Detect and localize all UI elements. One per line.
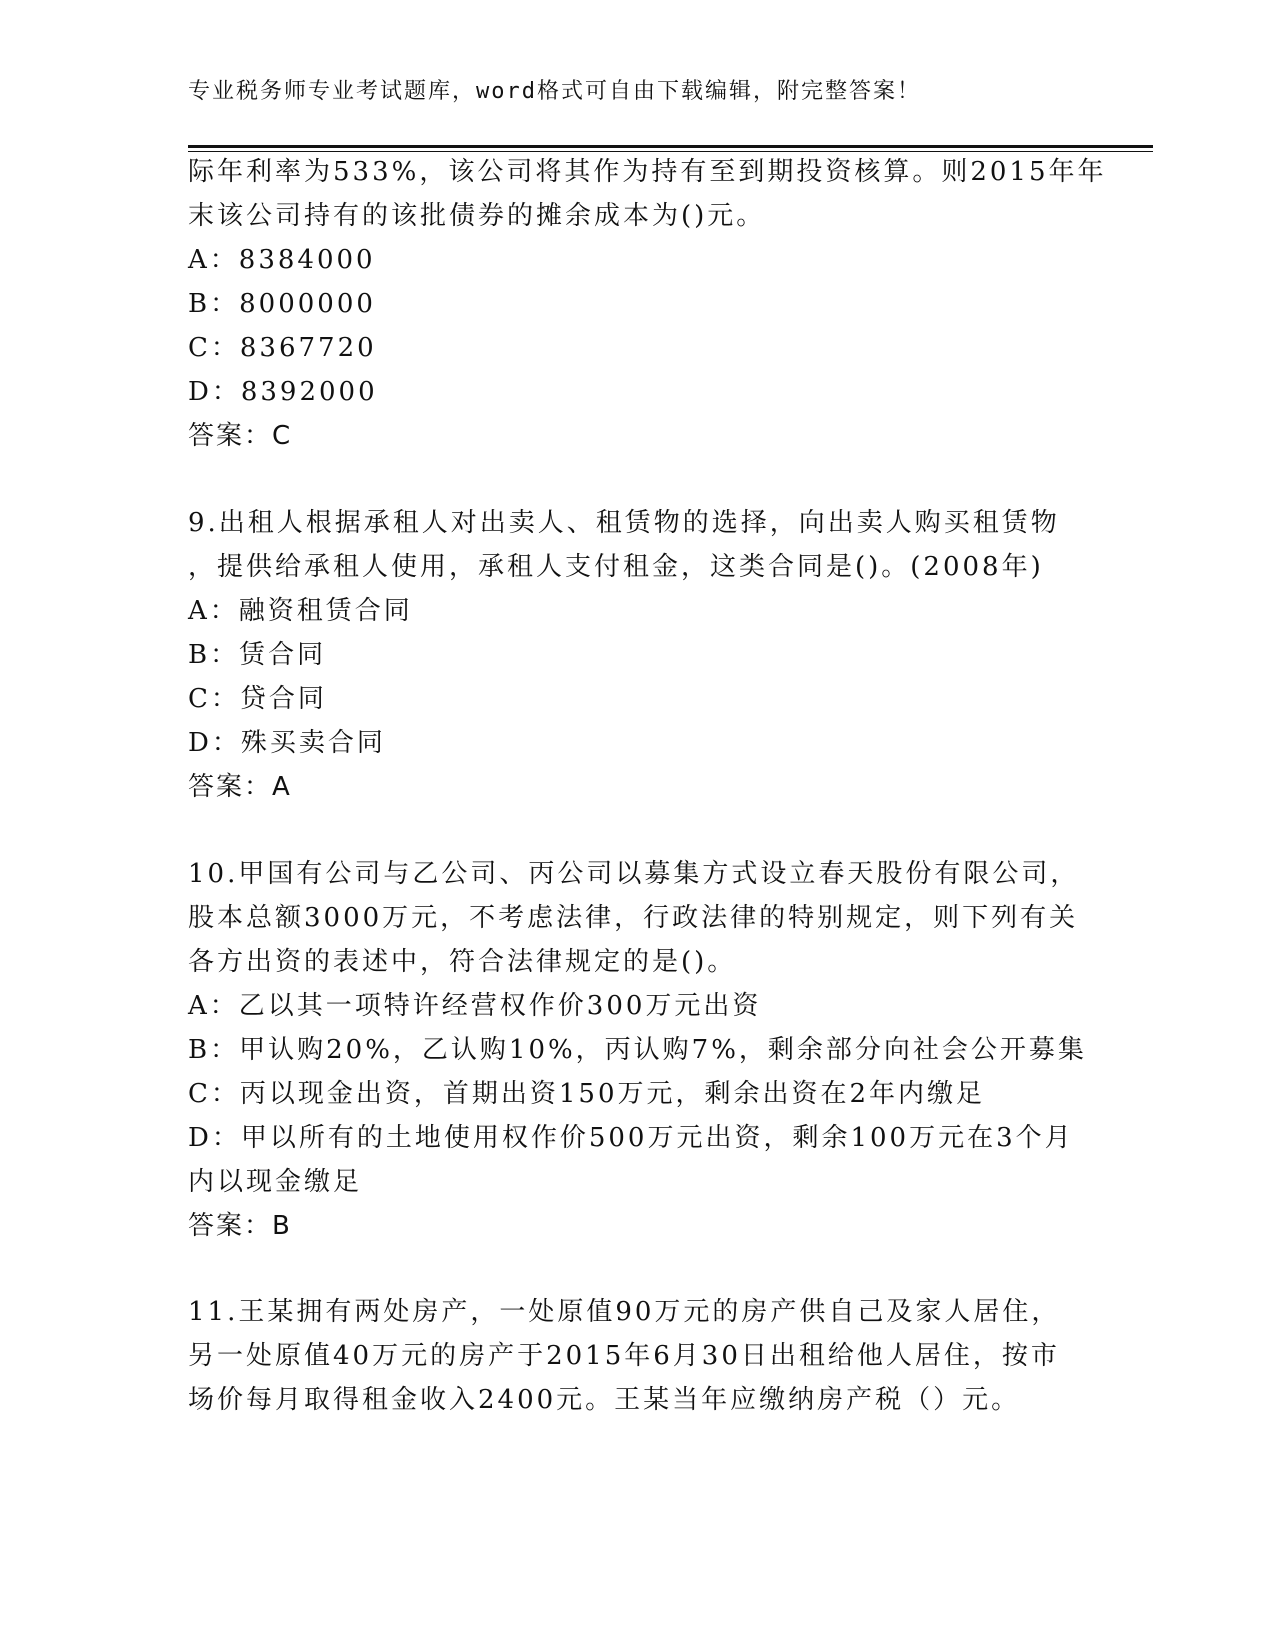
q9-option-d: D：殊买卖合同 <box>188 728 386 758</box>
q10-option-d: D：甲以所有的土地使用权作价500万元出资，剩余100万元在3个月 <box>188 1123 1074 1153</box>
q10-option-d-continued: 内以现金缴足 <box>188 1167 363 1197</box>
q8-option-d: D：8392000 <box>188 377 378 407</box>
q9-option-a: A：融资租赁合同 <box>188 596 413 626</box>
q9-stem-line-2: ，提供给承租人使用，承租人支付租金，这类合同是()。(2008年) <box>188 552 1044 582</box>
page-header: 专业税务师专业考试题库，word格式可自由下载编辑，附完整答案！ <box>188 79 921 104</box>
q8-stem-line-2: 末该公司持有的该批债券的摊余成本为()元。 <box>188 201 766 231</box>
q8-option-b: B：8000000 <box>188 289 376 319</box>
q8-option-c: C：8367720 <box>188 333 377 363</box>
q8-option-a: A：8384000 <box>188 245 376 275</box>
q9-stem-line-1: 9.出租人根据承租人对出卖人、租赁物的选择，向出卖人购买租赁物 <box>188 508 1060 538</box>
q10-option-b: B：甲认购20%，乙认购10%，丙认购7%，剩余部分向社会公开募集 <box>188 1035 1087 1065</box>
q9-option-b: B：赁合同 <box>188 640 327 670</box>
q10-option-c: C：丙以现金出资，首期出资150万元，剩余出资在2年内缴足 <box>188 1079 986 1109</box>
q10-answer: 答案：B <box>188 1211 292 1241</box>
q10-stem-line-1: 10.甲国有公司与乙公司、丙公司以募集方式设立春天股份有限公司， <box>188 859 1080 889</box>
header-divider-thick <box>188 145 1153 148</box>
q10-stem-line-2: 股本总额3000万元，不考虑法律，行政法律的特别规定，则下列有关 <box>188 903 1079 933</box>
q10-stem-line-3: 各方出资的表述中，符合法律规定的是()。 <box>188 947 737 977</box>
q9-answer: 答案：A <box>188 772 292 802</box>
header-divider-thin <box>188 151 1153 152</box>
q11-stem-line-1: 11.王某拥有两处房产，一处原值90万元的房产供自己及家人居住， <box>188 1297 1061 1327</box>
q9-option-c: C：贷合同 <box>188 684 327 714</box>
q8-answer: 答案：C <box>188 421 293 451</box>
q11-stem-line-2: 另一处原值40万元的房产于2015年6月30日出租给他人居住，按市 <box>188 1341 1060 1371</box>
q8-stem-line-1: 际年利率为533%，该公司将其作为持有至到期投资核算。则2015年年 <box>188 157 1107 187</box>
q10-option-a: A：乙以其一项特许经营权作价300万元出资 <box>188 991 762 1021</box>
q11-stem-line-3: 场价每月取得租金收入2400元。王某当年应缴纳房产税（）元。 <box>188 1385 1021 1415</box>
